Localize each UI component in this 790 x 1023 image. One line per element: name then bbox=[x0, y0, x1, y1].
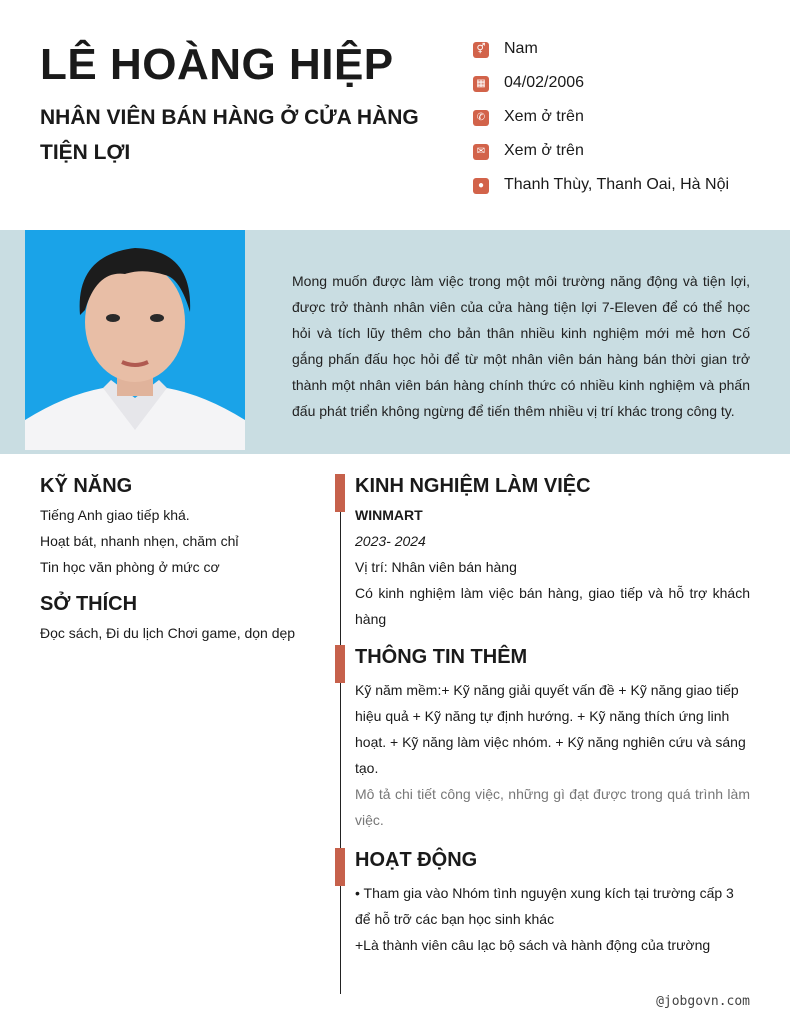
hobbies-title: SỞ THÍCH bbox=[40, 593, 138, 615]
experience-title: KINH NGHIỆM LÀM VIỆC bbox=[355, 475, 591, 497]
contact-value: Xem ở trên bbox=[504, 142, 584, 159]
phone-icon: ✆ bbox=[473, 110, 489, 126]
company-name: WINMART bbox=[355, 507, 423, 523]
contact-phone bbox=[473, 108, 729, 142]
additional-section bbox=[355, 641, 750, 833]
gender-icon: ⚥ bbox=[473, 42, 489, 58]
left-column bbox=[40, 470, 310, 646]
activity-item: • Tham gia vào Nhóm tình nguyện xung kích tại trường cấp 3 để hỗ trỡ các bạn học sinh khác bbox=[355, 885, 734, 927]
contact-value: Xem ở trên bbox=[504, 108, 584, 125]
activities-title: HOẠT ĐỘNG bbox=[355, 849, 478, 871]
activity-item: +Là thành viên câu lạc bộ sách và hành động của trường bbox=[355, 937, 711, 953]
candidate-name: LÊ HOÀNG HIỆP bbox=[40, 40, 394, 89]
additional-placeholder: Mô tả chi tiết công việc, những gì đạt được trong quá trình làm việc. bbox=[355, 786, 750, 828]
skills-title: KỸ NĂNG bbox=[40, 475, 133, 497]
work-description: Có kinh nghiệm làm việc bán hàng, giao tiếp và hỗ trợ khách hàng bbox=[355, 585, 750, 627]
location-icon: ● bbox=[473, 178, 489, 194]
experience-marker bbox=[335, 474, 345, 512]
email-icon: ✉ bbox=[473, 144, 489, 160]
contact-value: Thanh Thùy, Thanh Oai, Hà Nội bbox=[504, 176, 730, 193]
work-period: 2023- 2024 bbox=[355, 533, 426, 549]
calendar-icon: ▦ bbox=[473, 76, 489, 92]
experience-section bbox=[355, 470, 750, 632]
contact-gender bbox=[473, 40, 729, 74]
hobbies-text: Đọc sách, Đi du lịch Chơi game, dọn dẹp bbox=[40, 625, 296, 641]
skill-item: Tiếng Anh giao tiếp khá. bbox=[40, 507, 190, 523]
additional-marker bbox=[335, 645, 345, 683]
skill-item: Tin học văn phòng ở mức cơ bbox=[40, 559, 220, 575]
timeline-line bbox=[340, 474, 341, 994]
skill-item: Hoạt bát, nhanh nhẹn, chăm chỉ bbox=[40, 533, 239, 549]
career-objective: Mong muốn được làm việc trong một môi trường năng động và tiện lợi, được trở thành nhân viên của cửa hàng tiện lợi 7-Eleven để có thể học hỏi và tích lũy thêm cho bản thân nhiều kinh nghiệm mới mẻ hơn Cố gắng phấn đấu học hỏi để từ một nhân viên bán hàng bán thời gian trở thành một nhân viên bán hàng chính thức có nhiều kinh nghiệm và phấn đấu phát triển không ngừng để tiến thêm nhiều vị trí khác trong công ty. bbox=[292, 273, 750, 419]
contact-value: 04/02/2006 bbox=[504, 74, 585, 91]
activities-marker bbox=[335, 848, 345, 886]
contact-list bbox=[473, 40, 729, 210]
contact-birthday bbox=[473, 74, 729, 108]
activities-section bbox=[355, 844, 750, 958]
cv-header bbox=[0, 0, 790, 230]
footer-watermark: @jobgovn.com bbox=[656, 994, 750, 1009]
profile-photo-image bbox=[25, 230, 245, 450]
contact-email bbox=[473, 142, 729, 176]
work-position: Vị trí: Nhân viên bán hàng bbox=[355, 559, 517, 575]
contact-value: Nam bbox=[504, 40, 538, 57]
job-title: NHÂN VIÊN BÁN HÀNG Ở CỬA HÀNG TIỆN LỢI bbox=[40, 106, 419, 164]
additional-title: THÔNG TIN THÊM bbox=[355, 646, 528, 668]
contact-address bbox=[473, 176, 729, 210]
additional-text: Kỹ năm mềm:+ Kỹ năng giải quyết vấn đề + Kỹ năng giao tiếp hiệu quả + Kỹ năng tự định hướng. + Kỹ năng thích ứng linh hoạt. + Kỹ năng làm việc nhóm. + Kỹ năng nghiên cứu và sáng tạo. bbox=[355, 682, 746, 776]
profile-photo bbox=[25, 230, 245, 450]
summary-band bbox=[0, 230, 790, 454]
